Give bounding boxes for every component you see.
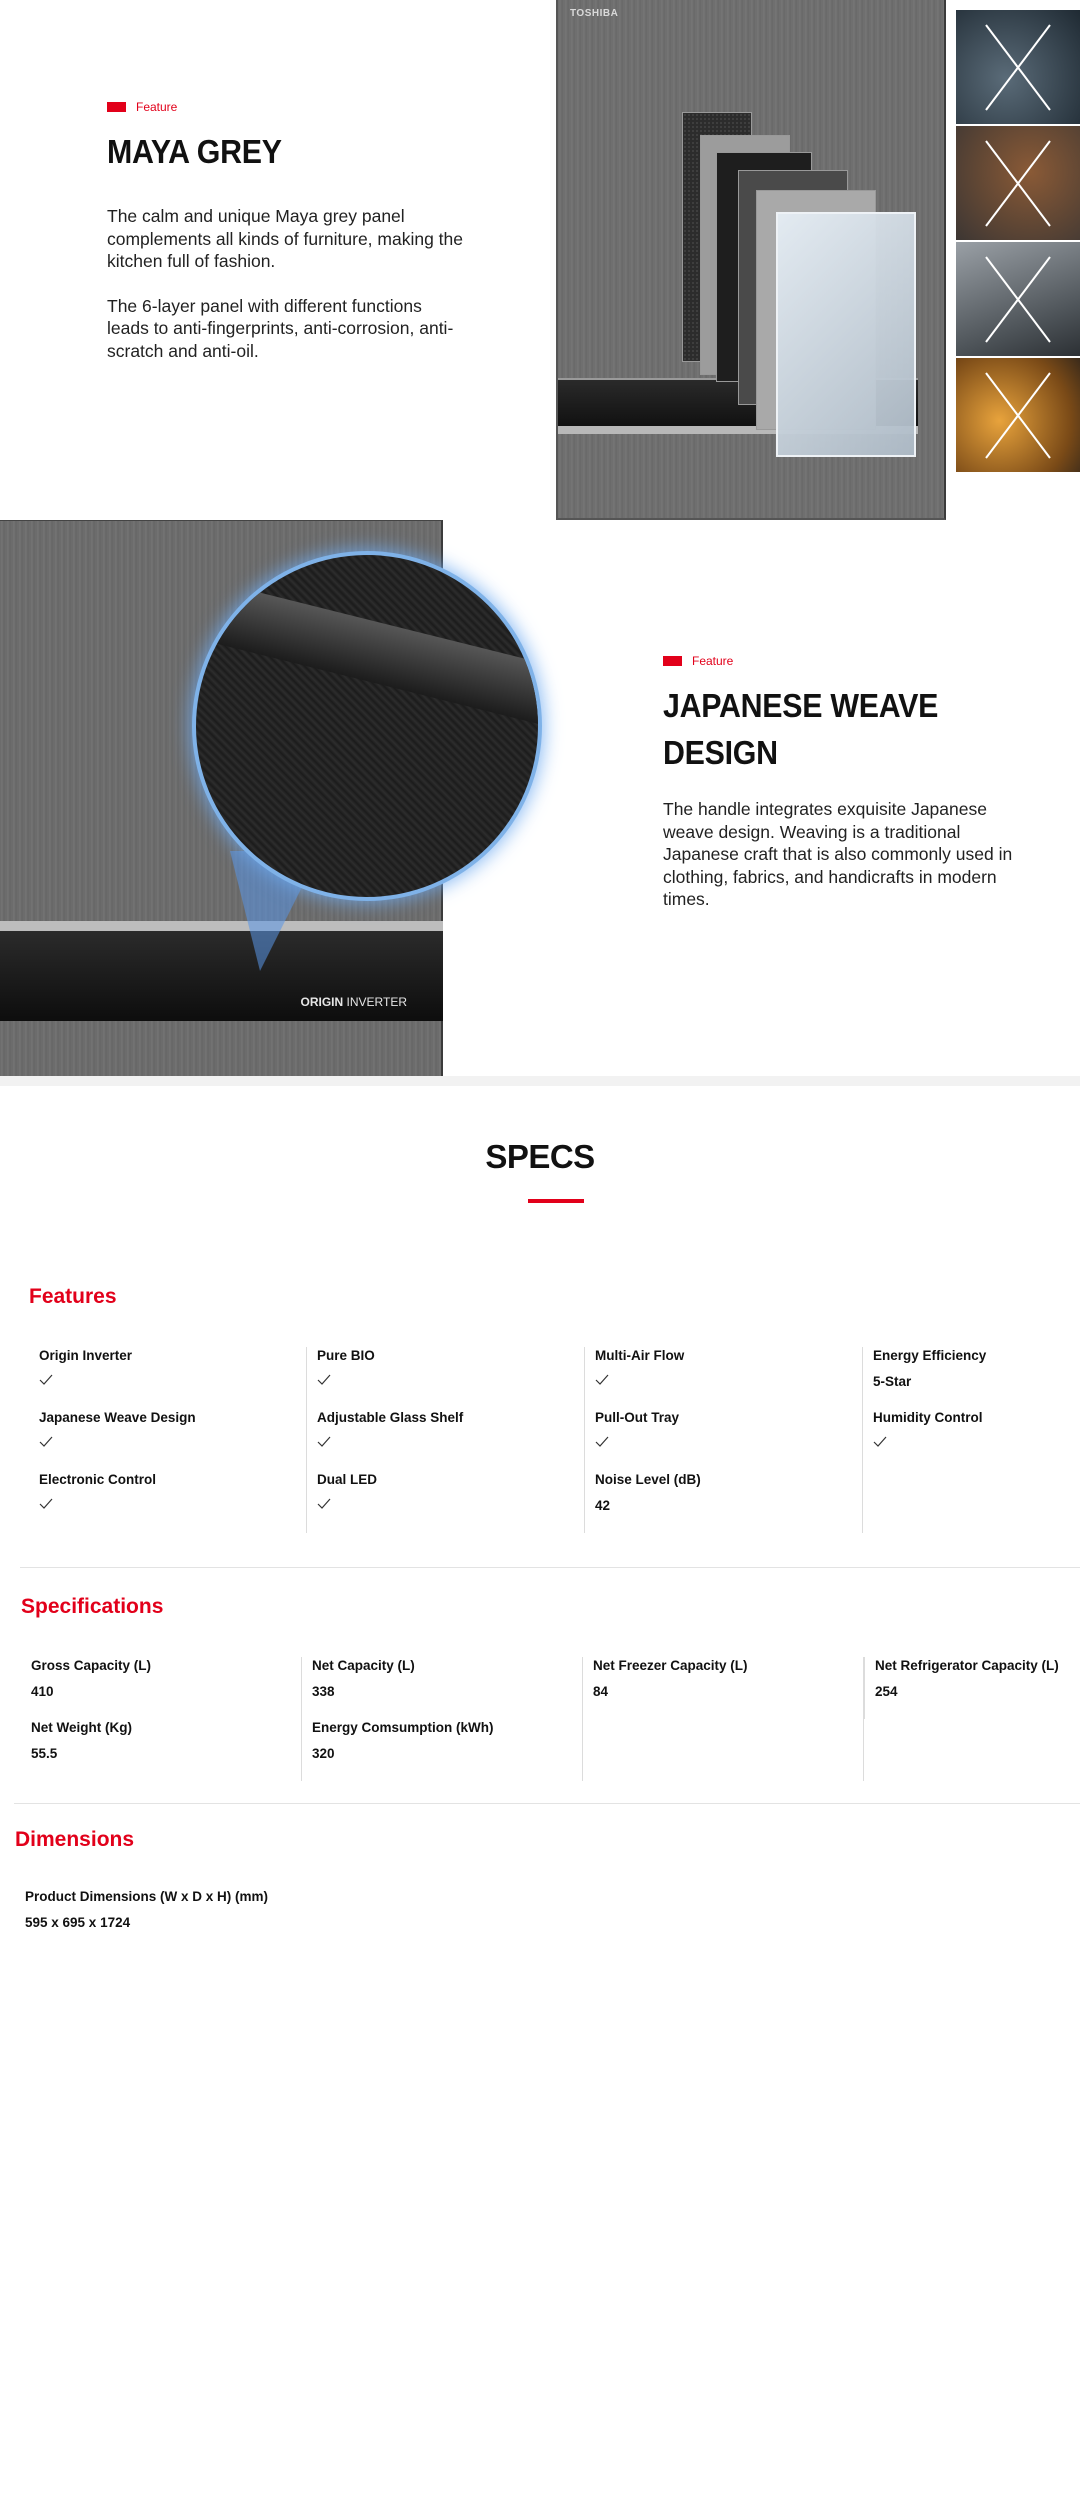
specifications-item [312,1719,582,1781]
specifications-item-label: Net Freezer Capacity (L) [593,1658,748,1673]
features-item [595,1409,862,1471]
specifications-divider [14,1803,1080,1804]
dimensions-value: 595 x 695 x 1724 [25,1915,131,1930]
specifications-item-label: Gross Capacity (L) [31,1658,152,1673]
features-item [39,1409,306,1471]
specifications-item [875,1657,1080,1719]
features-grid [29,1347,1080,1533]
checkmark-icon [39,1436,53,1448]
features-item [873,1347,1080,1409]
checkmark-icon [39,1498,53,1510]
features-item [39,1471,306,1533]
specifications-item-label: Net Refrigerator Capacity (L) [875,1658,1059,1673]
cross-icon [956,242,1080,356]
origin-inverter-logo: ORIGIN INVERTER [300,995,407,1009]
cross-icon [956,126,1080,240]
features-item-label: Dual LED [317,1472,378,1487]
features-item [317,1409,584,1471]
specifications-heading: Specifications [21,1595,164,1618]
check-mark [317,1435,584,1453]
specifications-item [31,1657,301,1719]
features-divider [20,1567,1080,1568]
checkmark-icon [317,1374,331,1386]
features-column [29,1347,307,1533]
features-item [39,1347,306,1409]
specifications-grid [21,1657,1080,1781]
features-item-label: Pure BIO [317,1348,375,1363]
features-item-label: Energy Efficiency [873,1348,987,1363]
features-item-label: Adjustable Glass Shelf [317,1410,464,1425]
features-column [863,1347,1080,1533]
specifications-item-value: 410 [31,1684,54,1699]
features-item [317,1347,584,1409]
features-item-value: 5-Star [873,1374,912,1389]
cross-icon [956,10,1080,124]
cross-icon [956,358,1080,472]
maya-grey-section [0,0,1080,520]
features-item [317,1471,584,1533]
feature-eyebrow [663,654,1023,668]
features-item-label: Japanese Weave Design [39,1410,196,1425]
specifications-item-label: Energy Comsumption (kWh) [312,1720,494,1735]
specs-title: SPECS [485,1138,595,1175]
features-item [873,1409,1080,1471]
features-item-label: Electronic Control [39,1472,157,1487]
check-mark [595,1373,862,1391]
specifications-item-label: Net Capacity (L) [312,1658,415,1673]
checkmark-icon [873,1436,887,1448]
features-item-label: Humidity Control [873,1410,983,1425]
japanese-weave-paragraph: The handle integrates exquisite Japanese weave design. Weaving is a traditional Japanese craft that is also commonly used in clothing, fabrics, and handicrafts in modern times. [663,799,1013,909]
maya-grey-paragraph-1: The calm and unique Maya grey panel complements all kinds of furniture, making the kitchen full of fashion. [107,206,463,271]
specifications-item-label: Net Weight (Kg) [31,1720,132,1735]
red-marker [107,102,126,112]
feature-tag: Feature [136,100,178,114]
specifications-item-value: 320 [312,1746,335,1761]
checkmark-icon [39,1374,53,1386]
check-mark [595,1435,862,1453]
specs-underline [528,1199,584,1203]
features-item-label: Multi-Air Flow [595,1348,685,1363]
specifications-column [302,1657,583,1781]
features-item-label: Noise Level (dB) [595,1472,701,1487]
anti-scratch-thumbnail [956,242,1080,356]
check-mark [317,1497,584,1515]
features-item-label: Origin Inverter [39,1348,133,1363]
check-mark [39,1373,306,1391]
panel-layer-6-glass [776,212,916,457]
specifications-item-value: 84 [593,1684,609,1699]
checkmark-icon [595,1436,609,1448]
specifications-item-value: 338 [312,1684,335,1699]
japanese-weave-image [0,520,443,1076]
specifications-column [864,1657,1080,1719]
checkmark-icon [317,1498,331,1510]
maya-grey-text [107,100,467,362]
specifications-item-value: 254 [875,1684,898,1699]
features-item [595,1471,862,1533]
specifications-column [583,1657,864,1781]
specifications-item [31,1719,301,1781]
anti-oil-thumbnail [956,358,1080,472]
red-marker [663,656,682,666]
maya-grey-title: MAYA GREY [107,133,282,170]
features-item [595,1347,862,1409]
check-mark [317,1373,584,1391]
toshiba-logo: TOSHIBA [570,8,619,19]
feature-tag: Feature [692,654,734,668]
check-mark [39,1435,306,1453]
check-mark [39,1497,306,1515]
specifications-item-value: 55.5 [31,1746,58,1761]
weave-highlight [196,575,538,735]
maya-grey-paragraph-2: The 6-layer panel with different functions leads to anti-fingerprints, anti-corrosion, anti-scratch and anti-oil. [107,295,454,361]
resistance-thumbnails [956,10,1080,474]
features-column [585,1347,863,1533]
check-mark [873,1435,1080,1453]
weave-magnifier-circle [196,555,538,897]
features-item-label: Pull-Out Tray [595,1410,680,1425]
checkmark-icon [317,1436,331,1448]
specifications-item [312,1657,582,1719]
features-heading: Features [29,1285,117,1308]
japanese-weave-text [663,654,1023,911]
fridge-panel-image [556,0,946,520]
japanese-weave-title: JAPANESE WEAVE DESIGN [663,687,939,771]
anti-fingerprint-thumbnail [956,10,1080,124]
dimensions-heading: Dimensions [15,1828,135,1851]
dimensions-label: Product Dimensions (W x D x H) (mm) [25,1889,269,1904]
feature-eyebrow [107,100,467,114]
specifications-column [21,1657,302,1781]
fridge-handle-closeup [0,921,443,1021]
checkmark-icon [595,1374,609,1386]
features-item-value: 42 [595,1498,611,1513]
specifications-item [593,1657,863,1719]
features-column [307,1347,585,1533]
anti-corrosion-thumbnail [956,126,1080,240]
dimensions-item [25,1888,268,1932]
section-divider [0,1076,1080,1086]
